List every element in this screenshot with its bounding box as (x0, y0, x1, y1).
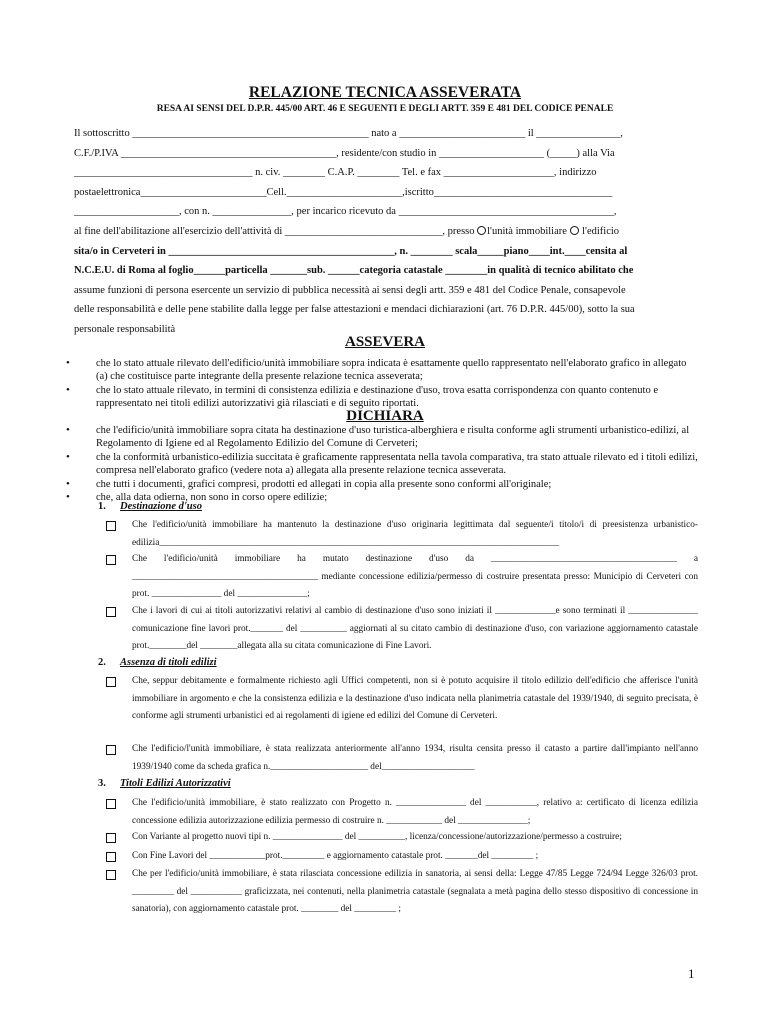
intro-line: C.F./P.IVA _________________________________________, residente/con studio in ____________________ (_____) alla Via (74, 147, 615, 159)
checkbox-item: Che l'edificio/l'unità immobiliare, è stata realizzata anteriormente all'anno 1934, risulta censita presso il catasto a partire dall'impianto nell'anno 1939/1940 come da scheda grafica n._____________________ del____________________ (106, 741, 698, 776)
checkbox[interactable] (106, 607, 116, 617)
list-item: • che lo stato attuale rilevato, in termini di consistenza edilizia e destinazione d'uso, trova esatta corrispondenza con quanto contenuto e rappresentato nei titoli edilizi autorizzativi già rilasciati e di seguito riportati. (66, 384, 698, 411)
intro-line: delle responsabilità e delle pene stabilite dalla legge per false attestazioni e mendaci dichiarazioni (art. 76 D.P.R. 445/00), sotto la sua (74, 304, 635, 316)
checkbox[interactable] (106, 852, 116, 862)
list-item: • che lo stato attuale rilevato dell'edificio/unità immobiliare sopra indicata è esattamente quello rappresentato nell'elaborato grafico in allegato (a) che costituisce parte integrante della presente relazione tecnica asseverata; (66, 357, 698, 384)
document-subtitle: RESA AI SENSI DEL D.P.R. 445/00 ART. 46 E SEGUENTI E DEGLI ARTT. 359 E 481 DEL CODICE PENALE (156, 104, 614, 114)
checkbox-item: Che l'edificio/unità immobiliare ha mutato destinazione d'uso da ________________________________________ a ________________________________________ mediante concessione edilizia/permesso di costruire presentata presso: Municipio di Cerveteri con prot. _______________ del _______________; (106, 551, 698, 604)
checkbox[interactable] (106, 677, 116, 687)
checkbox[interactable] (106, 833, 116, 843)
checkbox-item: Che, seppur debitamente e formalmente richiesto agli Uffici competenti, non si è potuto acquisire il titolo edilizio dell'edificio che afferisce l'unità immobiliare in argomento e che la consistenza edilizia e la destinazione d'uso indicata nella planimetria catastale del 1939/1940, di seguito precisata, è conforme agli strumenti urbanistici ed ai regolamenti di igiene ed edilizi del Comune di Cerveteri. (106, 673, 698, 726)
checkbox-item: Con Fine Lavori del ____________prot._________ e aggiornamento catastale prot. _______del _________ ; (106, 848, 698, 866)
intro-line: postaelettronica________________________Cell.______________________,iscritto__________________________________ (74, 186, 613, 198)
document-title: RELAZIONE TECNICA ASSEVERATA (248, 84, 522, 101)
dichiara-list (66, 424, 698, 504)
checkbox-item: Che l'edificio/unità immobiliare ha mantenuto la destinazione d'uso originaria legittimata dal seguente/i titolo/i di preesistenza urbanistico-edilizia______________________________________________________________________________________ (106, 517, 698, 552)
intro-line: personale responsabilità (74, 323, 176, 335)
list-item: • che, alla data odierna, non sono in corso opere edilizie; (66, 491, 698, 504)
radio-circle-icon[interactable] (477, 226, 486, 235)
intro-line-presso: al fine dell'abilitazione all'esercizio dell'attività di ______________________________, presso l'unità immobiliare l'edificio (74, 225, 620, 237)
intro-paragraph (74, 124, 698, 340)
intro-line: __________________________________ n. civ. ________ C.A.P. ________ Tel. e fax _____________________, indirizzo (74, 167, 597, 179)
assevera-list (66, 357, 698, 411)
intro-line: sita/o in Cerveteri in ___________________________________________, n. ________ scala_____piano____int.____censita al (74, 245, 628, 257)
checkbox-item: Che l'edificio/unità immobiliare, è stato realizzato con Progetto n. _______________ del ___________, relativo a: certificato di licenza edilizia concessione edilizia autorizzazione edilizia permesso di costruire n. ____________ del _______________; (106, 795, 698, 830)
checkbox[interactable] (106, 799, 116, 809)
list-item: • che la conformità urbanistico-edilizia succitata è graficamente rappresentata nella tavola comparativa, tra stato attuale rilevato ed i titoli edilizi, compresa nell'elaborato grafico (vedere nota a) allegata alla presente relazione tecnica asseverata. (66, 451, 698, 478)
checkbox[interactable] (106, 555, 116, 565)
section-heading: 2. Assenza di titoli edilizi (98, 657, 217, 668)
checkbox[interactable] (106, 745, 116, 755)
checkbox-item: Che i lavori di cui ai titoli autorizzativi relativi al cambio di destinazione d'uso sono iniziati il _____________e sono terminati il _______________ comunicazione fine lavori prot._______ del __________ aggiornati al su citato cambio di destinazione d'uso, con variazione aggiornamento catastale prot.________del ________allegata alla su citata comunicazione di Fine Lavori. (106, 603, 698, 656)
page-number: 1 (688, 966, 695, 981)
dichiara-heading: DICHIARA (346, 408, 424, 424)
checkbox-item: Che per l'edificio/unità immobiliare, è stata rilasciata concessione edilizia in sanatoria, ai sensi della: Legge 47/85 Legge 724/94 Legge 326/03 prot. _________ del ___________ graficizzata, nei contenuti, nella planimetria catastale (segnalata a metà pagina dello stesso dispositivo di concessione in sanatoria), con aggiornamento catastale prot. ________ del _________ ; (106, 866, 698, 919)
list-item: • che l'edificio/unità immobiliare sopra citata ha destinazione d'uso turistica-alberghiera e risulta conforme agli strumenti urbanistico-edilizi, al Regolamento di Igiene ed al Regolamento Edilizio del Comune di Cerveteri; (66, 424, 698, 451)
checkbox-item: Con Variante al progetto nuovi tipi n. _______________ del __________, licenza/concessione/autorizzazione/permesso a costruire; (106, 829, 698, 847)
checkbox[interactable] (106, 521, 116, 531)
intro-line: N.C.E.U. di Roma al foglio______particella _______sub. ______categoria catastale ________in qualità di tecnico abilitato che (74, 265, 634, 277)
section-heading: 3. Titoli Edilizi Autorizzativi (98, 778, 231, 789)
section-heading: 1. Destinazione d'uso (98, 501, 202, 512)
radio-circle-icon[interactable] (570, 226, 579, 235)
intro-line: assume funzioni di persona esercente un servizio di pubblica necessità ai sensi degli artt. 359 e 481 del Codice Penale, consapevole (74, 284, 626, 296)
intro-line: Il sottoscritto _____________________________________________ nato a ________________________ il ________________, (74, 128, 623, 139)
list-item: • che tutti i documenti, grafici compresi, prodotti ed allegati in copia alla presente sono conformi all'originale; (66, 478, 698, 491)
intro-line: ____________________, con n. _______________, per incarico ricevuto da _________________________________________, (74, 206, 617, 218)
checkbox[interactable] (106, 870, 116, 880)
assevera-heading: ASSEVERA (344, 334, 426, 350)
